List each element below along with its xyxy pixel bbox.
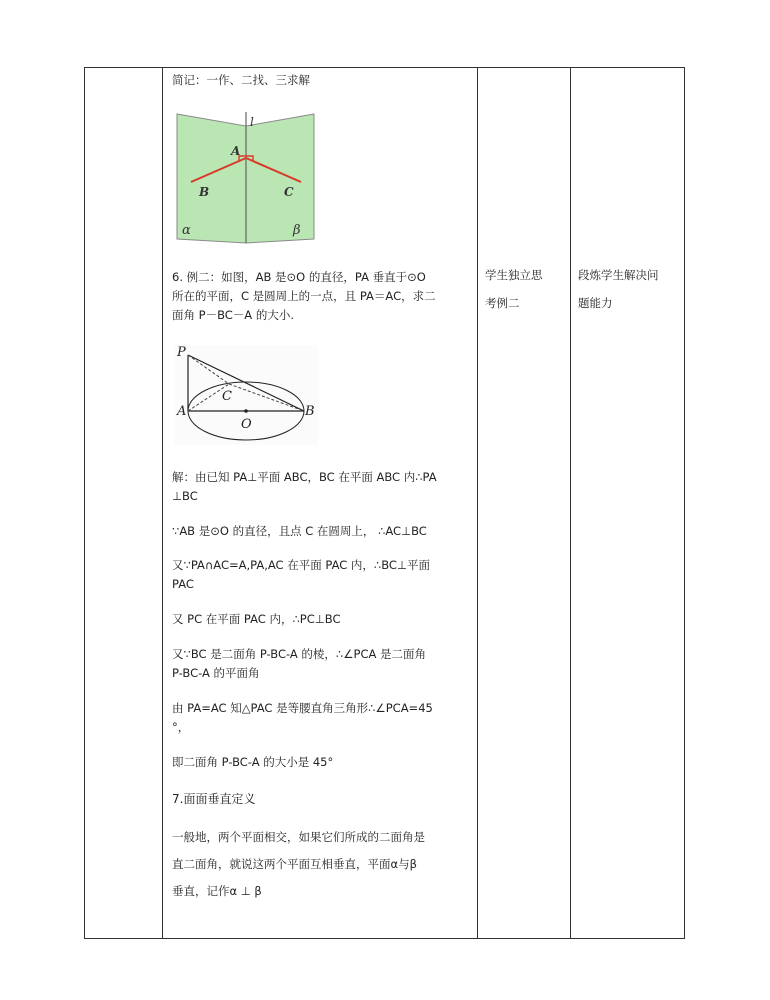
column-divider-1 — [162, 68, 163, 938]
solution-line: °， — [172, 720, 190, 734]
student-activity-line: 考例二 — [485, 296, 520, 310]
solution-step-4: 又 PC 在平面 PAC 内，∴PC⊥BC — [172, 612, 341, 626]
design-intent-line: 段炼学生解决问 — [578, 268, 659, 282]
solution-line: 又∵PA∩AC=A,PA,AC 在平面 PAC 内，∴BC⊥平面 — [172, 558, 430, 572]
solution-step-6 — [172, 699, 472, 737]
solution-step-1 — [172, 468, 472, 506]
label-b2: B — [305, 404, 315, 419]
definition-line: 垂直，记作α ⊥ β — [172, 884, 262, 898]
solution-line: ⊥BC — [172, 489, 198, 503]
design-intent-line: 题能力 — [578, 296, 613, 310]
label-p: P — [177, 345, 186, 360]
solution-line: PAC — [172, 577, 194, 591]
label-a: A — [231, 144, 241, 158]
solution-line: 又∵BC 是二面角 P-BC-A 的棱，∴∠PCA 是二面角 — [172, 647, 427, 661]
problem-line-1: 6. 例二：如图，AB 是⊙O 的直径，PA 垂直于⊙O — [172, 270, 426, 284]
label-l: l — [250, 115, 254, 129]
label-o: O — [241, 417, 252, 432]
solution-line: P-BC-A 的平面角 — [172, 666, 260, 680]
definition-text — [172, 824, 472, 905]
section-heading-7: 7.面面垂直定义 — [172, 792, 256, 806]
solution-line: 解：由已知 PA⊥平面 ABC，BC 在平面 ABC 内∴PA — [172, 470, 437, 484]
student-activity-cell — [485, 261, 543, 317]
column-divider-3 — [570, 68, 571, 938]
label-a2: A — [177, 404, 187, 419]
definition-line: 一般地，两个平面相交，如果它们所成的二面角是 — [172, 830, 425, 844]
label-b: B — [199, 185, 210, 199]
dihedral-angle-figure — [174, 110, 326, 244]
column-divider-2 — [477, 68, 478, 938]
problem-line-2: 所在的平面，C 是圆周上的一点，且 PA＝AC，求二 — [172, 289, 436, 303]
plane-beta — [246, 114, 314, 243]
label-beta: β — [293, 223, 301, 238]
problem-line-3: 面角 P－BC－A 的大小. — [172, 308, 294, 322]
center-point-o — [244, 409, 248, 413]
summary-text: 简记：一作、二找、三求解 — [172, 73, 310, 87]
solution-conclusion: 即二面角 P-BC-A 的大小是 45° — [172, 755, 334, 769]
label-c2: C — [222, 389, 232, 404]
solution-step-2: ∵AB 是⊙O 的直径，且点 C 在圆周上， ∴AC⊥BC — [172, 524, 427, 538]
lesson-table — [84, 67, 685, 939]
label-c: C — [284, 185, 294, 199]
solution-step-5 — [172, 645, 472, 683]
example-2-problem — [172, 268, 472, 325]
design-intent-cell — [578, 261, 659, 317]
solution-line: 由 PA=AC 知△PAC 是等腰直角三角形∴∠PCA=45 — [172, 701, 433, 715]
label-alpha: α — [182, 223, 191, 238]
circle-pyramid-figure — [174, 345, 318, 445]
student-activity-line: 学生独立思 — [485, 268, 543, 282]
definition-line: 直二面角，就说这两个平面互相垂直，平面α与β — [172, 857, 417, 871]
solution-step-3 — [172, 556, 472, 594]
